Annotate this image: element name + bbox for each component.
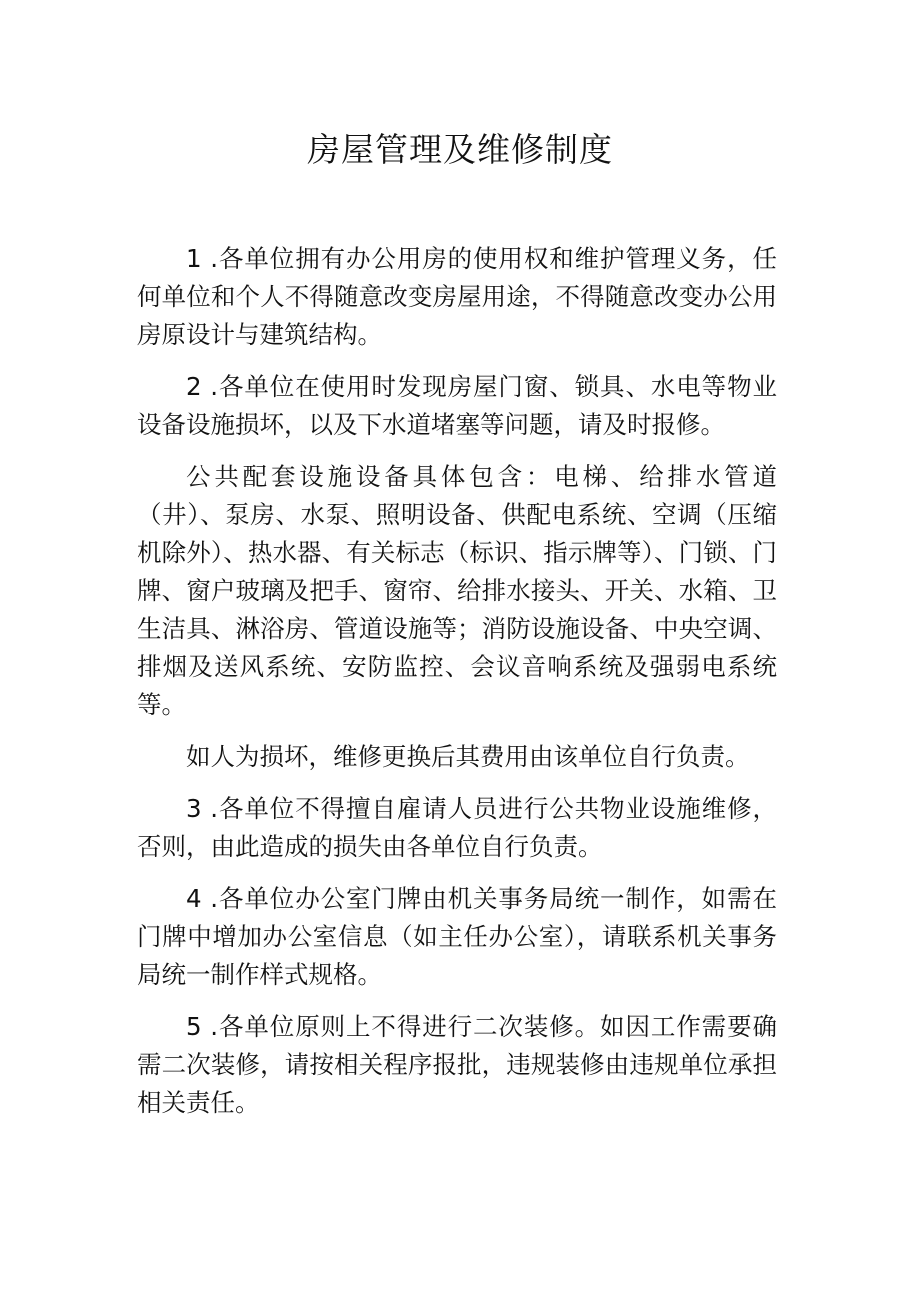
paragraph-3: 3 .各单位不得擅自雇请人员进行公共物业设施维修，否则，由此造成的损失由各单位自行负责。 [137,794,777,861]
paragraph-damage-cost: 如人为损坏，维修更换后其费用由该单位自行负责。 [186,742,750,771]
paragraph-1: 1 .各单位拥有办公用房的使用权和维护管理义务，任何单位和个人不得随意改变房屋用途，不得随意改变办公用房原设计与建筑结构。 [137,244,777,349]
paragraph-2: 2 .各单位在使用时发现房屋门窗、锁具、水电等物业设备设施损坏，以及下水道堵塞等问题，请及时报修。 [137,372,777,439]
paragraph-facilities: 公共配套设施设备具体包含：电梯、给排水管道（井）、泵房、水泵、照明设备、供配电系统、空调（压缩机除外）、热水器、有关标志（标识、指示牌等）、门锁、门牌、窗户玻璃及把手、窗帘、给排水接头、开关、水箱、卫生洁具、淋浴房、管道设施等；消防设施设备、中央空调、排烟及送风系统、安防监控、会议音响系统及强弱电系统等。 [137,462,777,719]
paragraph-4: 4 .各单位办公室门牌由机关事务局统一制作，如需在门牌中增加办公室信息（如主任办公室），请联系机关事务局统一制作样式规格。 [137,884,777,989]
document-body [137,240,777,1136]
paragraph-5: 5 .各单位原则上不得进行二次装修。如因工作需要确需二次装修，请按相关程序报批，违规装修由违规单位承担相关责任。 [137,1012,777,1117]
document-title: 房屋管理及维修制度 [307,130,613,169]
